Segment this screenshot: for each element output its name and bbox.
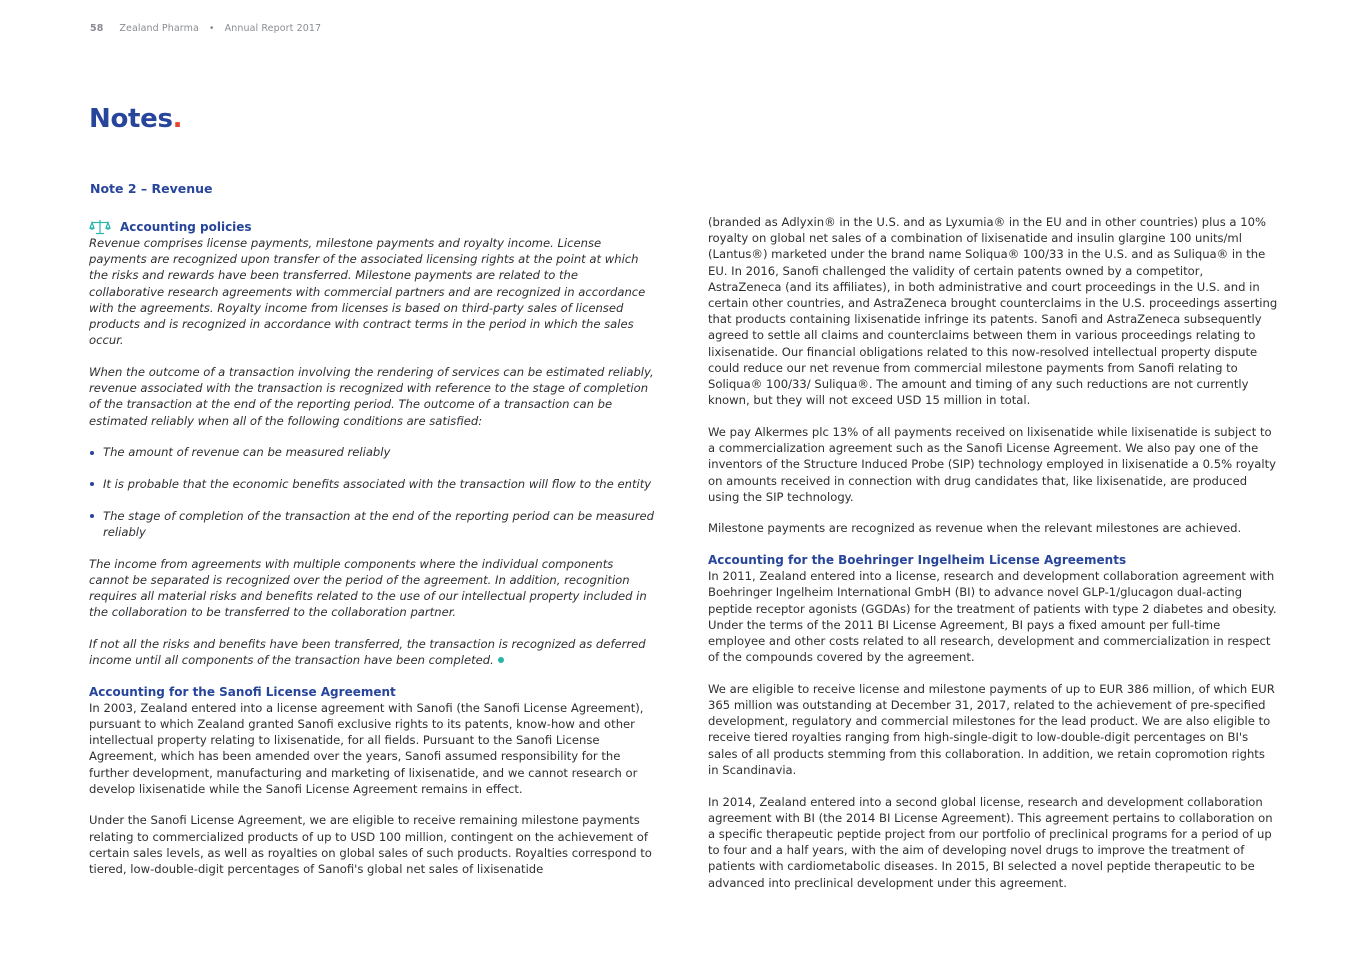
boehringer-heading: Accounting for the Boehringer Ingelheim License Agreements <box>708 553 1127 568</box>
sanofi-heading: Accounting for the Sanofi License Agreement <box>89 684 396 699</box>
policy-paragraph-4-wrapper <box>89 636 655 668</box>
page-number: 58 <box>90 23 104 34</box>
header-separator: • <box>208 23 215 34</box>
list-item: It is probable that the economic benefits associated with the transaction will flow to the entity <box>89 476 655 492</box>
accounting-policies-heading <box>89 219 655 235</box>
note-heading: Note 2 – Revenue <box>90 181 213 196</box>
sanofi-paragraph-4: Milestone payments are recognized as revenue when the relevant milestones are achieved. <box>708 521 1242 536</box>
sanofi-paragraph-3: We pay Alkermes plc 13% of all payments received on lixisenatide while lixisenatide is subject to a commercialization agreement such as the Sanofi License Agreement. We also pay one of the inventors of the Structure Induced Probe (SIP) technology employed in lixisenatide a 0.5% royalty on amounts received in connection with drug candidates that, like lixisenatide, are produced using the SIP technology. <box>708 424 1277 504</box>
running-header <box>90 23 321 34</box>
page-title-text: Notes <box>89 104 173 134</box>
list-item: The amount of revenue can be measured reliably <box>89 444 655 460</box>
page-title <box>89 104 182 134</box>
policy-paragraph-4: If not all the risks and benefits have been transferred, the transaction is recognized as deferred income until all components of the transaction have been completed. <box>89 636 646 668</box>
boehringer-paragraph-1: In 2011, Zealand entered into a license, research and development collaboration agreement with Boehringer Ingelheim International GmbH (BI) to advance novel GLP-1/glucagon dual-acting peptide receptor agonists (GGDAs) for the treatment of patients with type 2 diabetes and obesity. Under the terms of the 2011 BI License Agreement, BI pays a fixed amount per full-time employee and other costs related to all research, development and commercialization in respect of the compounds covered by the agreement. <box>708 569 1277 665</box>
left-column <box>89 219 655 893</box>
sanofi-paragraph-2: Under the Sanofi License Agreement, we are eligible to receive remaining milestone payments relating to commercialized products of up to USD 100 million, contingent on the achievement of certain sales levels, as well as royalties on global sales of such products. Royalties correspond to tiered, low-double-digit percentages of Sanofi's global net sales of lixisenatide <box>89 813 652 877</box>
right-column <box>708 214 1278 906</box>
conditions-list <box>89 444 655 540</box>
accounting-policies-title: Accounting policies <box>120 220 252 234</box>
title-dot: . <box>172 104 183 134</box>
boehringer-paragraph-2: We are eligible to receive license and milestone payments of up to EUR 386 million, of which EUR 365 million was outstanding at December 31, 2017, related to the achievement of pre-specified development, regulatory and commercial milestones for the lead product. We are also eligible to receive tiered royalties ranging from high-single-digit to low-double-digit percentages on BI's sales of all products stemming from this collaboration. In addition, we retain copromotion rights in Scandinavia. <box>708 681 1275 777</box>
section-end-dot-icon <box>498 657 504 663</box>
policy-paragraph-3: The income from agreements with multiple components where the individual components cannot be separated is recognized over the period of the agreement. In addition, recognition requires all material risks and benefits related to the use of our intellectual property included in the collaboration to be transferred to the collaboration partner. <box>89 556 647 620</box>
boehringer-paragraph-3: In 2014, Zealand entered into a second global license, research and development collaboration agreement with BI (the 2014 BI License Agreement). This agreement pertains to collaboration on a specific therapeutic peptide project from our portfolio of preclinical programs for a period of up to four and a half years, with the aim of developing novel drugs to improve the treatment of patients with cardiometabolic diseases. In 2015, BI selected a novel peptide therapeutic to be advanced into preclinical development under this agreement. <box>708 794 1273 890</box>
company-name: Zealand Pharma <box>119 23 199 34</box>
policy-paragraph-1: Revenue comprises license payments, milestone payments and royalty income. License payments are recognized upon transfer of the associated licensing rights at the point at which the risks and rewards have been transferred. Milestone payments are related to the collaborative research agreements with commercial partners and are recognized in accordance with the agreements. Royalty income from licenses is based on third-party sales of licensed products and is recognized in accordance with contract terms in the period in which the sales occur. <box>89 236 646 348</box>
list-item: The stage of completion of the transaction at the end of the reporting period can be measured reliably <box>89 508 655 540</box>
sanofi-paragraph-1: In 2003, Zealand entered into a license agreement with Sanofi (the Sanofi License Agreement), pursuant to which Zealand granted Sanofi exclusive rights to its patents, know-how and other intellectual property relating to lixisenatide, for all fields. Pursuant to the Sanofi License Agreement, which has been amended over the years, Sanofi assumed responsibility for the further development, manufacturing and marketing of lixisenatide, and we cannot research or develop lixisenatide while the Sanofi License Agreement remains in effect. <box>89 700 644 796</box>
publication-name: Annual Report 2017 <box>224 23 322 34</box>
sanofi-paragraph-2-continued: (branded as Adlyxin® in the U.S. and as Lyxumia® in the EU and in other countries) plus a 10% royalty on global net sales of a combination of lixisenatide and insulin glargine 100 units/ml (Lantus®) marketed under the brand name Soliqua® 100/33 in the U.S. and as Suliqua® in the EU. In 2016, Sanofi challenged the validity of certain patents owned by a competitor, AstraZeneca (and its affiliates), in both administrative and court proceedings in the U.S. and in certain other countries, and AstraZeneca brought counterclaims in the U.S. proceedings asserting that products containing lixisenatide infringe its patents. Sanofi and AstraZeneca subsequently agreed to settle all claims and counterclaims between them in various proceedings relating to lixisenatide. Our financial obligations related to this now-resolved intellectual property dispute could reduce our net revenue from commercial milestone payments from Sanofi relating to Soliqua® 100/33/ Suliqua®. The amount and timing of any such reductions are not currently known, but they will not exceed USD 15 million in total. <box>708 215 1278 408</box>
policy-paragraph-2: When the outcome of a transaction involving the rendering of services can be estimated reliably, revenue associated with the transaction is recognized with reference to the stage of completion of the transaction at the end of the reporting period. The outcome of a transaction can be estimated reliably when all of the following conditions are satisfied: <box>89 364 654 428</box>
scales-icon <box>89 219 111 235</box>
